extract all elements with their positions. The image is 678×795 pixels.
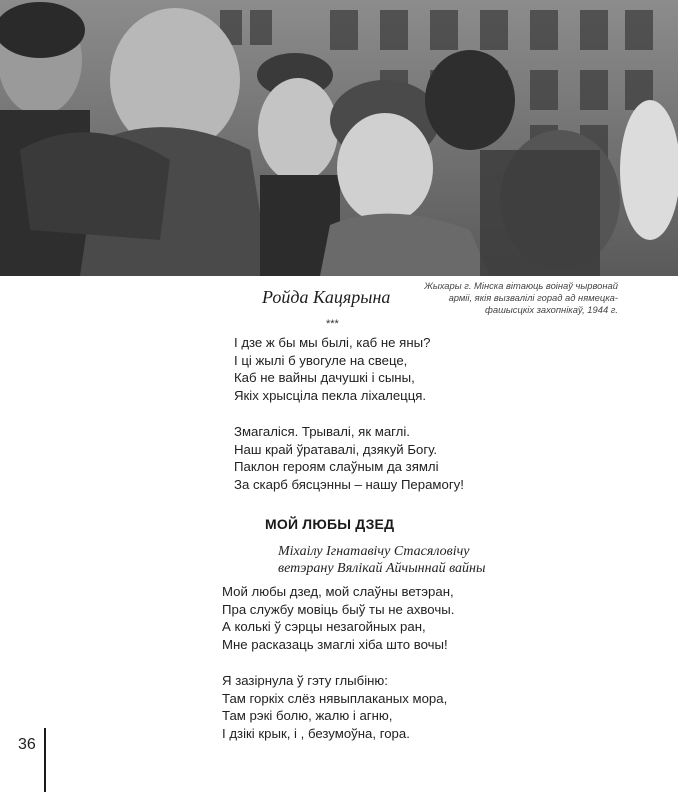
- poem-line: А колькі ў сэрцы незагойных ран,: [222, 619, 426, 635]
- poem-line: Якіх хрысціла пекла ліхалецця.: [234, 387, 427, 403]
- poem-line: І дзікі крык, і , безумоўна, гора.: [222, 725, 410, 741]
- poem-line: Мне расказаць змаглі хіба што вочы!: [222, 636, 448, 652]
- caption-line: фашысцкіх захопнікаў, 1944 г.: [485, 304, 618, 315]
- poem-line: І ці жылі б увогуле на свеце,: [234, 352, 408, 368]
- poem-line: Пра службу мовіць быў ты не ахвочы.: [222, 601, 455, 617]
- poem1-stanza1: [234, 334, 430, 404]
- poem-line: Каб не вайны дачушкі і сыны,: [234, 370, 415, 386]
- poem-line: Паклон героям слаўным да зямлі: [234, 459, 439, 475]
- author-name: Ройда Кацярына: [262, 287, 391, 307]
- dedication-line: ветэрану Вялікай Айчыннай вайны: [278, 561, 486, 576]
- poem-line: Там рэкі болю, жалю і агню,: [222, 708, 393, 724]
- poem2-title: МОЙ ЛЮБЫ ДЗЕД: [265, 516, 395, 532]
- caption-line: арміі, якія вызвалілі горад ад нямецка-: [448, 292, 618, 303]
- page-number: 36: [18, 736, 36, 753]
- poem-line: Змагаліся. Трывалі, як маглі.: [234, 424, 410, 439]
- poem2-stanza1: [222, 583, 454, 653]
- poem2-dedication: [278, 543, 485, 577]
- photo-caption: [403, 280, 618, 316]
- poem-line: Наш край ўратавалі, дзякуй Богу.: [234, 441, 438, 457]
- caption-line: Жыхары г. Мінска вітаюць воінаў чырвонай: [424, 280, 618, 291]
- archival-photo: [0, 0, 678, 276]
- poem2-stanza2: [222, 672, 447, 742]
- poem-line: За скарб бясцэнны – нашу Перамогу!: [234, 476, 464, 492]
- photo-illustration: [0, 0, 678, 276]
- margin-rule: [44, 728, 46, 792]
- poem-line: Там горкіх слёз нявыплаканых мора,: [222, 690, 448, 706]
- dedication-line: Міхаілу Ігнатавічу Стасяловічу: [278, 544, 470, 559]
- poem-line: Мой любы дзед, мой слаўны ветэран,: [222, 584, 454, 599]
- poem-separator: ***: [326, 318, 339, 330]
- poem1-stanza2: [234, 423, 464, 493]
- poem-line: І дзе ж бы мы былі, каб не яны?: [234, 335, 431, 350]
- poem-line: Я зазірнула ў гэту глыбіню:: [222, 673, 388, 688]
